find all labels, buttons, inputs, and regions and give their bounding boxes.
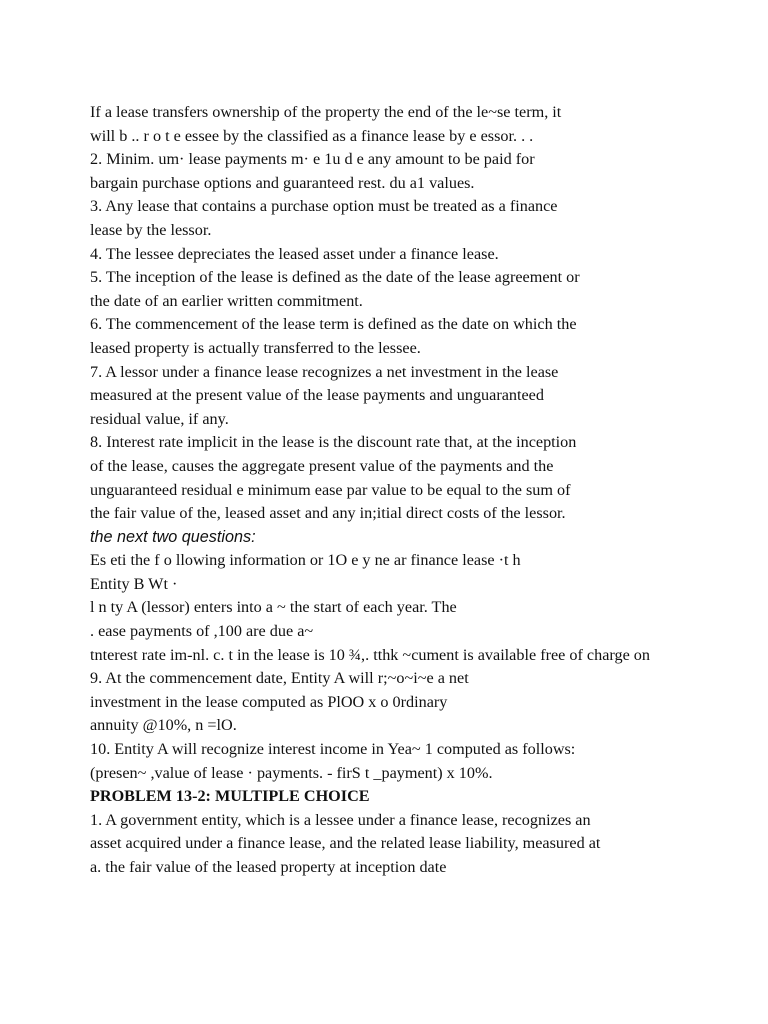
text-line: 8. Interest rate implicit in the lease is the discount rate that, at the inception (90, 433, 577, 452)
text-line: 4. The lessee depreciates the leased asset under a finance lease. (90, 244, 499, 263)
text-line: 9. At the commencement date, Entity A will r;~o~i~e a net (90, 669, 469, 688)
text-line: Entity B Wt · (90, 574, 178, 593)
text-line: asset acquired under a finance lease, and the related lease liability, measured at (90, 834, 601, 853)
text-line: 10. Entity A will recognize interest income in Yea~ 1 computed as follows: (90, 740, 576, 759)
text-line: If a lease transfers ownership of the property the end of the le~se term, it (90, 103, 562, 121)
text-line: 6. The commencement of the lease term is defined as the date on which the (90, 315, 577, 334)
text-line: 1. A government entity, which is a lessee under a finance lease, recognizes an (90, 810, 591, 829)
text-line: a. the fair value of the leased property at inception date (90, 858, 447, 876)
text-line: the date of an earlier written commitment. (90, 291, 363, 310)
text-line: l n ty A (lessor) enters into a ~ the start of each year. The (90, 598, 457, 617)
text-line: investment in the lease computed as PlOO x o 0rdinary (90, 692, 448, 711)
text-line: the fair value of the, leased asset and any in;itial direct costs of the lessor. (90, 504, 566, 523)
text-line: 2. Minim. um· lease payments m· e 1u d e any amount to be paid for (90, 150, 535, 169)
problem-heading: PROBLEM 13-2: MULTIPLE CHOICE (90, 787, 370, 806)
text-line: leased property is actually transferred to the lessee. (90, 338, 421, 357)
text-line: tnterest rate im-nl. c. t in the lease is 10 ¾,. tthk ~cument is available free of charge on (90, 645, 650, 664)
section-intro-line: the next two questions: (90, 527, 256, 546)
text-line: bargain purchase options and guaranteed rest. du a1 values. (90, 173, 475, 192)
text-line: 5. The inception of the lease is defined as the date of the lease agreement or (90, 268, 580, 287)
text-line: unguaranteed residual e minimum ease par value to be equal to the sum of (90, 480, 571, 499)
text-line: 7. A lessor under a finance lease recognizes a net investment in the lease (90, 362, 559, 381)
text-line: measured at the present value of the lease payments and unguaranteed (90, 386, 544, 405)
text-line: of the lease, causes the aggregate present value of the payments and the (90, 456, 554, 475)
text-line: annuity @10%, n =lO. (90, 716, 237, 735)
text-line: 3. Any lease that contains a purchase option must be treated as a finance (90, 197, 558, 216)
text-line: Es eti the f o llowing information or 1O e y ne ar finance lease ·t h (90, 551, 521, 570)
text-line: (presen~ ,value of lease · payments. - firS t _payment) x 10%. (90, 763, 493, 782)
text-line: . ease payments of ,100 are due a~ (90, 622, 314, 641)
text-line: residual value, if any. (90, 409, 229, 428)
text-line: will b .. r o t e essee by the classified as a finance lease by e essor. . . (90, 126, 534, 145)
text-line: lease by the lessor. (90, 220, 212, 239)
